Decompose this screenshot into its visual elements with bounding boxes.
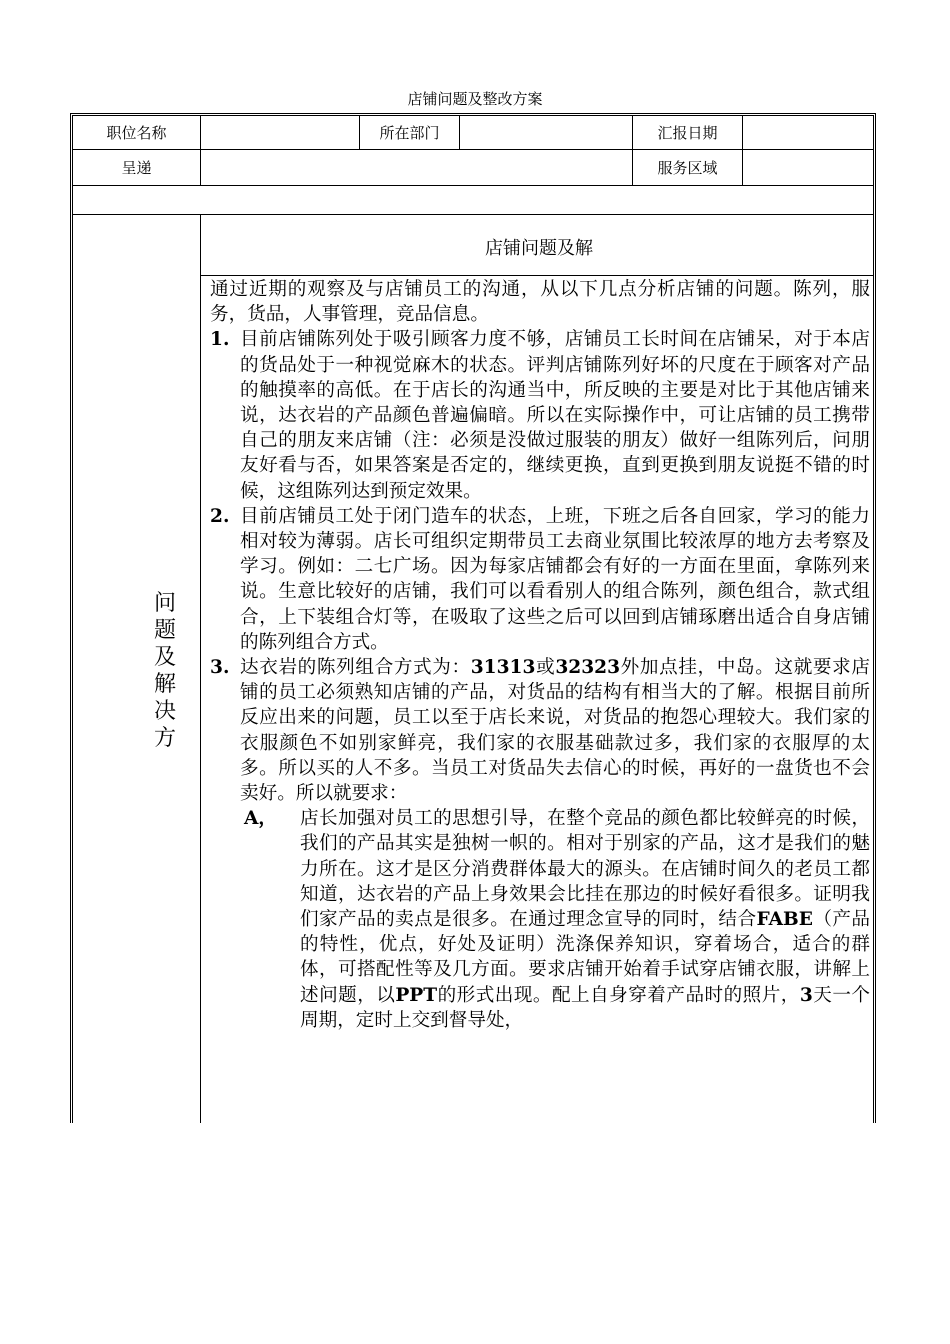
table-rule: [73, 185, 873, 186]
list-item-text: 目前店铺员工处于闭门造车的状态，上班，下班之后各自回家，学习的能力相对较为薄弱。店长可组织定期带员工去商业氛围比较浓厚的地方去考察及学习。例如：二七广场。因为每家店铺都会有好的一方面在里面，拿陈列来说。生意比较好的店铺，我们可以看看别人的组合陈列，颜色组合，款式组合，上下装组合灯等，在吸取了这些之后可以回到店铺琢磨出适合自身店铺的陈列组合方式。: [240, 505, 870, 653]
side-label-char: 问: [153, 591, 176, 616]
list-item: [210, 655, 870, 806]
department-field[interactable]: [460, 116, 632, 149]
table-rule: [73, 214, 873, 215]
sub-list-item: [210, 806, 870, 1033]
section-heading: 店铺问题及解: [485, 238, 593, 259]
list-item-number: 2.: [210, 505, 230, 527]
sub-list-item-text: （产品的特性，优点，好处及证明）洗涤保养知识，穿着场合，适合的群体，可搭配性等及几方面。要求店铺开始着手试穿店铺衣服，讲解上述问题，以: [300, 909, 870, 1006]
position-label: 职位名称: [106, 124, 167, 142]
intro-paragraph: 通过近期的观察及与店铺员工的沟通，从以下几点分析店铺的问题。陈列，服务，货品，人事管理，竞品信息。: [210, 279, 870, 326]
service-area-label: 服务区域: [657, 159, 718, 177]
section-body: [210, 277, 870, 1033]
department-label: 所在部门: [379, 124, 440, 142]
table-rule: [201, 275, 873, 276]
list-item-text: 达衣岩的陈列组合方式为：: [240, 657, 471, 679]
list-item-code: 32323: [555, 657, 621, 679]
list-item-text: 或: [535, 657, 556, 679]
side-label-char: 解: [153, 672, 176, 697]
sub-list-item-text: 店长加强对员工的思想引导，在整个竞品的颜色都比较鲜亮的时候，我们的产品其实是独树一帜的。相对于别家的产品，这才是我们的魅力所在。这才是区分消费群体最大的源头。在店铺时间久的老员工都知道，达衣岩的产品上身效果会比挂在那边的时候好看很多。证明我们家产品的卖点是很多。在通过理念宣导的同时，结合: [300, 808, 870, 931]
submit-to-label: 呈递: [121, 159, 152, 177]
list-item-number: 1.: [210, 329, 230, 351]
table-rule: [200, 214, 201, 1123]
submit-to-field[interactable]: [201, 150, 632, 185]
sub-list-item-term: PPT: [395, 984, 438, 1006]
side-label-char: 方: [153, 726, 176, 751]
sub-list-item-term: 3: [799, 984, 813, 1006]
side-label-char: 及: [153, 645, 176, 670]
list-item-text: 目前店铺陈列处于吸引顾客力度不够，店铺员工长时间在店铺呆，对于本店的货品处于一种视觉麻木的状态。评判店铺陈列好坏的尺度在于顾客对产品的触摸率的高低。在于店长的沟通当中，所反映的主要是对比于其他店铺来说，达衣岩的产品颜色普遍偏暗。所以在实际操作中，可让店铺的员工携带自己的朋友来店铺（注：必须是没做过服装的朋友）做好一组陈列后，问朋友好看与否，如果答案是否定的，继续更换，直到更换到朋友说挺不错的时候，这组陈列达到预定效果。: [240, 329, 870, 502]
sub-list-item-text: 天一个周期，定时上交到督导处，: [300, 984, 870, 1031]
side-label-char: 题: [153, 618, 176, 643]
document-title: 店铺问题及整改方案: [407, 90, 543, 108]
list-item: [210, 327, 870, 503]
list-item: [210, 504, 870, 655]
list-item-number: 3.: [210, 657, 230, 679]
position-field[interactable]: [201, 116, 359, 149]
list-item-text: 外加点挂，中岛。这就要求店铺的员工必须熟知店铺的产品，对货品的结构有相当大的了解。根据目前所反应出来的问题，员工以至于店长来说，对货品的抱怨心理较大。我们家的衣服颜色不如别家鲜亮，我们家的衣服基础款过多，我们家的衣服厚的太多。所以买的人不多。当员工对货品失去信心的时候，再好的一盘货也不会卖好。所以就要求：: [240, 657, 870, 805]
sub-list-item-term: FABE: [756, 909, 813, 931]
report-date-field[interactable]: [743, 116, 873, 149]
list-item-code: 31313: [470, 657, 536, 679]
sub-list-item-text: 的形式出现。配上自身穿着产品时的照片，: [437, 984, 800, 1006]
sub-list-item-label: A，: [244, 808, 278, 830]
report-date-label: 汇报日期: [657, 124, 718, 142]
service-area-field[interactable]: [743, 150, 873, 185]
side-label-char: 决: [153, 699, 176, 724]
section-side-label: [145, 590, 185, 752]
